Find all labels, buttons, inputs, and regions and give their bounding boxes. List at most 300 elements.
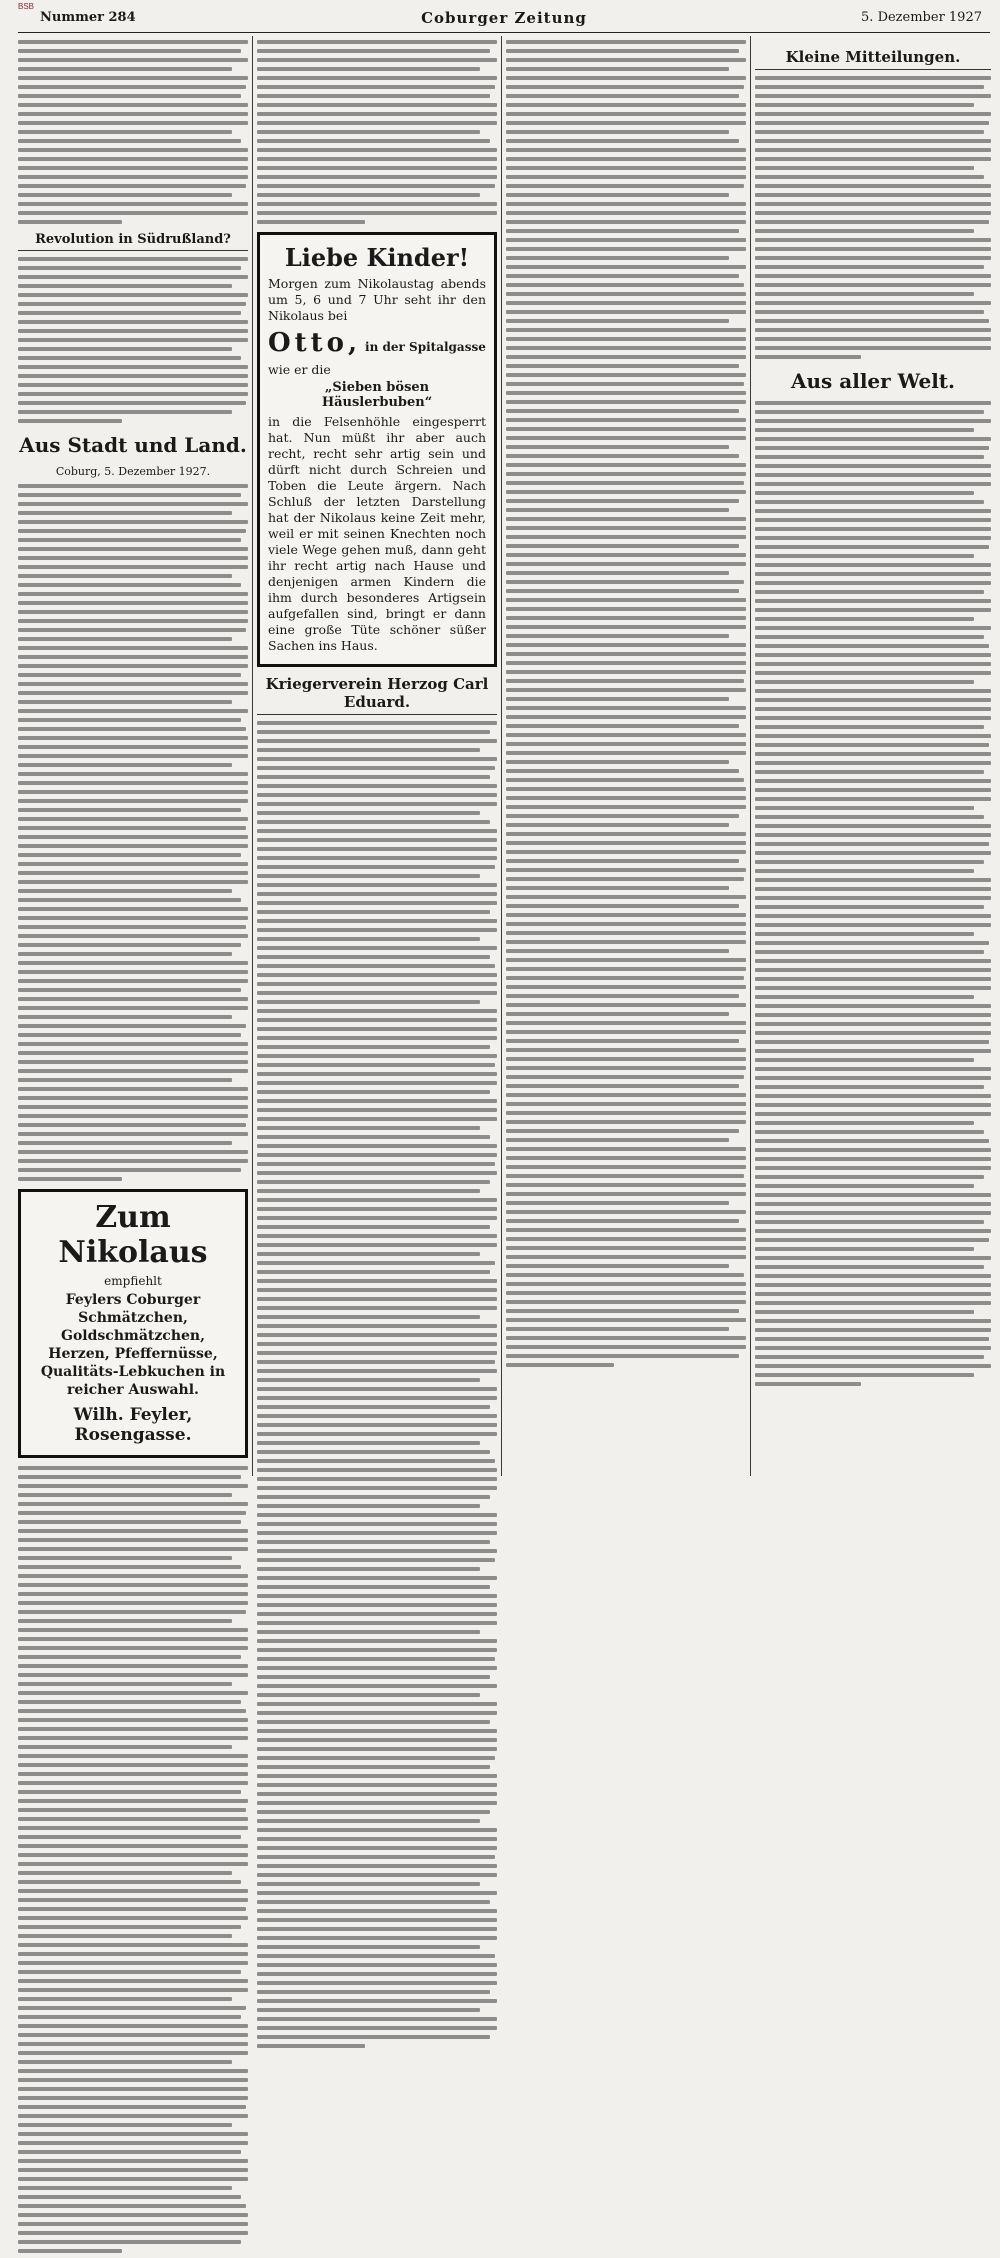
text-line	[755, 265, 984, 269]
text-line	[257, 892, 497, 896]
text-line	[257, 946, 497, 950]
text-line	[257, 1837, 497, 1841]
body-text	[18, 484, 248, 1181]
text-line	[18, 1583, 248, 1587]
text-line	[257, 973, 497, 977]
text-line	[755, 518, 991, 522]
text-line	[18, 907, 248, 911]
text-line	[506, 247, 746, 251]
text-line	[755, 1184, 974, 1188]
text-line	[506, 94, 739, 98]
text-line	[18, 934, 248, 938]
text-line	[506, 121, 746, 125]
text-line	[18, 1493, 232, 1497]
text-line	[257, 1873, 497, 1877]
text-line	[755, 914, 991, 918]
text-line	[257, 1576, 497, 1580]
text-line	[18, 1754, 248, 1758]
text-line	[755, 851, 991, 855]
text-line	[755, 1076, 991, 1080]
text-line	[257, 193, 480, 197]
text-line	[755, 1175, 984, 1179]
text-line	[18, 1168, 241, 1172]
text-line	[18, 2159, 248, 2163]
ad-signature: Wilh. Feyler, Rosengasse.	[73, 1405, 193, 1446]
text-line	[18, 1096, 248, 1100]
text-line	[257, 937, 480, 941]
text-line	[257, 1891, 497, 1895]
archive-stamp: BSB	[18, 2, 35, 11]
text-line	[257, 1729, 497, 1733]
text-line	[755, 779, 991, 783]
text-line	[257, 1666, 497, 1670]
text-line	[506, 796, 746, 800]
text-line	[257, 220, 365, 224]
text-line	[755, 455, 984, 459]
text-line	[18, 157, 248, 161]
text-line	[506, 211, 746, 215]
text-line	[506, 931, 746, 935]
text-line	[506, 436, 746, 440]
text-line	[506, 1246, 746, 1250]
column-1	[18, 40, 248, 2258]
text-line	[18, 943, 241, 947]
text-line	[755, 923, 991, 927]
text-line	[755, 1301, 991, 1305]
text-line	[18, 1529, 248, 1533]
text-line	[755, 473, 991, 477]
text-line	[755, 1058, 974, 1062]
text-line	[506, 418, 746, 422]
text-line	[18, 2141, 248, 2145]
text-line	[506, 139, 739, 143]
text-line	[257, 1999, 497, 2003]
text-line	[506, 1219, 739, 1223]
advertisement-liebe-kinder	[257, 232, 497, 667]
ad-title: Zum Nikolaus	[58, 1200, 208, 1270]
text-line	[506, 1111, 746, 1115]
section-heading: Kleine Mitteilungen.	[755, 48, 991, 70]
text-line	[257, 856, 497, 860]
text-line	[257, 1639, 497, 1643]
text-line	[18, 673, 241, 677]
text-line	[257, 955, 490, 959]
text-line	[18, 2186, 232, 2190]
text-line	[18, 1556, 232, 1560]
text-line	[257, 1504, 480, 1508]
text-line	[755, 617, 974, 621]
text-line	[257, 1369, 497, 1373]
text-line	[755, 1256, 991, 1260]
text-line	[755, 806, 974, 810]
text-line	[257, 1540, 490, 1544]
body-text	[506, 40, 746, 1367]
text-line	[755, 1031, 991, 1035]
text-line	[18, 961, 248, 965]
text-line	[506, 562, 746, 566]
ad-title: Liebe Kinder!	[284, 243, 470, 272]
text-line	[755, 1148, 991, 1152]
text-line	[257, 1585, 490, 1589]
text-line	[18, 1898, 248, 1902]
text-line	[506, 1237, 746, 1241]
text-line	[506, 751, 746, 755]
text-line	[506, 1300, 746, 1304]
text-line	[257, 1513, 497, 1517]
text-line	[257, 1711, 497, 1715]
text-line	[18, 1961, 248, 1965]
text-line	[506, 472, 746, 476]
advertisement-nikolaus	[18, 1189, 248, 1458]
text-line	[18, 284, 232, 288]
text-line	[506, 130, 729, 134]
text-line	[18, 2033, 248, 2037]
text-line	[755, 995, 974, 999]
text-line	[506, 661, 746, 665]
text-line	[18, 853, 241, 857]
text-line	[755, 1274, 991, 1278]
ad-mid: wie er die	[268, 362, 331, 377]
text-line	[18, 1790, 241, 1794]
text-line	[506, 643, 746, 647]
text-line	[18, 1006, 248, 1010]
text-line	[18, 1177, 122, 1181]
text-line	[755, 1337, 989, 1341]
text-line	[18, 2177, 248, 2181]
text-line	[18, 790, 248, 794]
text-line	[755, 1067, 991, 1071]
text-line	[257, 1657, 495, 1661]
text-line	[18, 1114, 248, 1118]
text-line	[18, 862, 248, 866]
text-line	[755, 355, 861, 359]
text-line	[18, 1601, 248, 1605]
text-line	[755, 554, 974, 558]
section-heading: Kriegerverein Herzog Carl Eduard.	[257, 675, 497, 715]
text-line	[506, 1030, 746, 1034]
text-line	[755, 175, 984, 179]
text-line	[506, 778, 744, 782]
text-line	[18, 1727, 248, 1731]
text-line	[18, 1502, 248, 1506]
text-line	[18, 1024, 246, 1028]
text-line	[18, 2222, 248, 2226]
text-line	[18, 1934, 232, 1938]
text-line	[18, 520, 248, 524]
text-line	[18, 2150, 241, 2154]
text-line	[755, 256, 991, 260]
text-line	[755, 437, 991, 441]
text-line	[506, 832, 746, 836]
text-line	[755, 85, 984, 89]
text-line	[257, 1378, 480, 1382]
text-line	[257, 1135, 490, 1139]
text-line	[18, 94, 241, 98]
text-line	[18, 1159, 248, 1163]
text-line	[257, 2044, 365, 2048]
text-line	[257, 730, 490, 734]
text-line	[755, 1355, 984, 1359]
text-line	[755, 410, 984, 414]
text-line	[755, 932, 974, 936]
text-line	[18, 574, 232, 578]
text-line	[755, 959, 991, 963]
text-line	[755, 761, 991, 765]
text-line	[506, 1102, 746, 1106]
text-line	[18, 1664, 248, 1668]
text-line	[506, 427, 746, 431]
text-line	[506, 454, 739, 458]
text-line	[755, 977, 991, 981]
text-line	[506, 85, 744, 89]
text-line	[18, 184, 246, 188]
text-line	[257, 1063, 495, 1067]
text-line	[18, 538, 241, 542]
text-line	[257, 40, 497, 44]
text-line	[755, 184, 991, 188]
column-4	[755, 40, 991, 1391]
text-line	[18, 175, 248, 179]
text-line	[506, 625, 746, 629]
body-text	[755, 76, 991, 359]
text-line	[506, 1183, 746, 1187]
text-line	[257, 1549, 497, 1553]
text-line	[755, 310, 984, 314]
text-line	[257, 739, 497, 743]
text-line	[506, 1282, 746, 1286]
text-line	[257, 1702, 497, 1706]
text-line	[506, 292, 746, 296]
text-line	[18, 1673, 248, 1677]
text-line	[755, 247, 991, 251]
text-line	[18, 2213, 248, 2217]
text-line	[506, 553, 746, 557]
ad-location: in der Spitalgasse	[365, 340, 486, 354]
text-line	[257, 1090, 490, 1094]
text-line	[506, 1057, 746, 1061]
text-line	[755, 878, 991, 882]
text-line	[755, 941, 989, 945]
text-line	[506, 1255, 746, 1259]
text-line	[755, 1094, 991, 1098]
text-line	[18, 682, 248, 686]
text-line	[755, 1283, 991, 1287]
text-line	[755, 482, 991, 486]
text-line	[18, 103, 248, 107]
text-line	[257, 1423, 497, 1427]
text-line	[755, 94, 991, 98]
text-line	[18, 67, 232, 71]
text-line	[755, 896, 991, 900]
text-line	[18, 511, 232, 515]
text-line	[18, 40, 248, 44]
text-line	[18, 529, 246, 533]
text-line	[755, 1202, 991, 1206]
text-line	[18, 754, 248, 758]
text-line	[18, 646, 248, 650]
text-line	[18, 356, 241, 360]
text-line	[257, 1225, 490, 1229]
text-line	[506, 1318, 746, 1322]
text-line	[257, 1099, 497, 1103]
text-line	[257, 1972, 497, 1976]
text-line	[257, 211, 497, 215]
text-line	[257, 175, 497, 179]
text-line	[257, 184, 495, 188]
text-line	[18, 1997, 232, 2001]
text-line	[755, 635, 984, 639]
section-heading: Revolution in Südrußland?	[18, 232, 248, 251]
text-line	[506, 400, 746, 404]
text-line	[18, 293, 248, 297]
text-line	[506, 481, 744, 485]
text-line	[755, 536, 991, 540]
text-line	[18, 1484, 248, 1488]
text-line	[755, 590, 984, 594]
text-line	[257, 883, 497, 887]
text-line	[506, 1174, 744, 1178]
text-line	[18, 1565, 241, 1569]
text-line	[18, 1844, 248, 1848]
text-line	[755, 130, 984, 134]
text-line	[755, 193, 991, 197]
text-line	[755, 283, 991, 287]
text-line	[257, 1216, 497, 1220]
text-line	[506, 967, 746, 971]
text-line	[755, 1373, 974, 1377]
text-line	[257, 919, 497, 923]
text-line	[18, 601, 248, 605]
text-line	[755, 1310, 974, 1314]
text-line	[506, 688, 746, 692]
text-line	[506, 373, 746, 377]
text-line	[257, 874, 480, 878]
text-line	[18, 1628, 248, 1632]
text-line	[257, 157, 497, 161]
text-line	[257, 1486, 497, 1490]
text-line	[257, 1108, 497, 1112]
text-line	[755, 157, 991, 161]
text-line	[755, 121, 989, 125]
text-line	[18, 2024, 248, 2028]
text-line	[257, 1630, 480, 1634]
text-line	[18, 1511, 246, 1515]
text-line	[506, 319, 729, 323]
text-line	[18, 619, 248, 623]
text-line	[18, 835, 248, 839]
text-line	[18, 1817, 248, 1821]
text-line	[18, 266, 241, 270]
text-line	[257, 1081, 497, 1085]
text-line	[506, 769, 739, 773]
text-line	[18, 202, 248, 206]
text-line	[18, 193, 232, 197]
text-line	[18, 2042, 248, 2046]
text-line	[257, 1648, 497, 1652]
text-line	[18, 988, 241, 992]
section-heading: Aus aller Welt.	[790, 369, 955, 393]
text-line	[18, 637, 232, 641]
text-line	[506, 364, 739, 368]
text-line	[18, 85, 246, 89]
text-line	[18, 1970, 241, 1974]
text-line	[18, 76, 248, 80]
text-line	[18, 2240, 241, 2244]
text-line	[18, 275, 248, 279]
text-line	[18, 211, 248, 215]
text-line	[506, 877, 744, 881]
text-line	[506, 913, 746, 917]
text-line	[755, 1193, 991, 1197]
text-line	[506, 571, 729, 575]
text-line	[506, 1165, 746, 1169]
text-line	[755, 1292, 991, 1296]
body-text	[18, 1466, 248, 2253]
text-line	[257, 1306, 497, 1310]
text-line	[506, 1021, 746, 1025]
text-line	[257, 1198, 497, 1202]
text-line	[506, 274, 739, 278]
text-line	[257, 1675, 490, 1679]
text-line	[18, 1853, 248, 1857]
column-rule	[252, 36, 253, 1476]
text-line	[257, 766, 495, 770]
text-line	[18, 1862, 248, 1866]
text-line	[755, 581, 991, 585]
text-line	[506, 1291, 746, 1295]
text-line	[257, 982, 497, 986]
text-line	[257, 148, 497, 152]
text-line	[506, 103, 746, 107]
text-line	[18, 871, 248, 875]
text-line	[257, 1000, 480, 1004]
text-line	[18, 1646, 248, 1650]
text-line	[18, 763, 232, 767]
text-line	[506, 256, 729, 260]
text-line	[18, 410, 232, 414]
text-line	[506, 463, 746, 467]
text-line	[18, 1078, 232, 1082]
text-line	[18, 817, 248, 821]
text-line	[257, 2035, 490, 2039]
text-line	[18, 2231, 248, 2235]
text-line	[257, 1261, 495, 1265]
text-line	[18, 1123, 246, 1127]
text-line	[506, 733, 746, 737]
text-line	[18, 2195, 241, 2199]
text-line	[506, 652, 746, 656]
text-line	[257, 202, 497, 206]
column-2	[257, 40, 497, 2053]
text-line	[755, 1121, 974, 1125]
text-line	[506, 490, 746, 494]
text-line	[18, 1736, 248, 1740]
text-line	[257, 1270, 490, 1274]
text-line	[506, 994, 739, 998]
text-line	[506, 1327, 729, 1331]
text-line	[18, 401, 246, 405]
text-line	[506, 76, 746, 80]
text-line	[18, 1069, 248, 1073]
text-line	[257, 1990, 490, 1994]
text-line	[257, 1801, 497, 1805]
text-line	[18, 1087, 248, 1091]
text-line	[257, 838, 497, 842]
text-line	[257, 1396, 497, 1400]
text-line	[506, 148, 746, 152]
text-line	[755, 869, 974, 873]
text-line	[18, 1060, 248, 1064]
